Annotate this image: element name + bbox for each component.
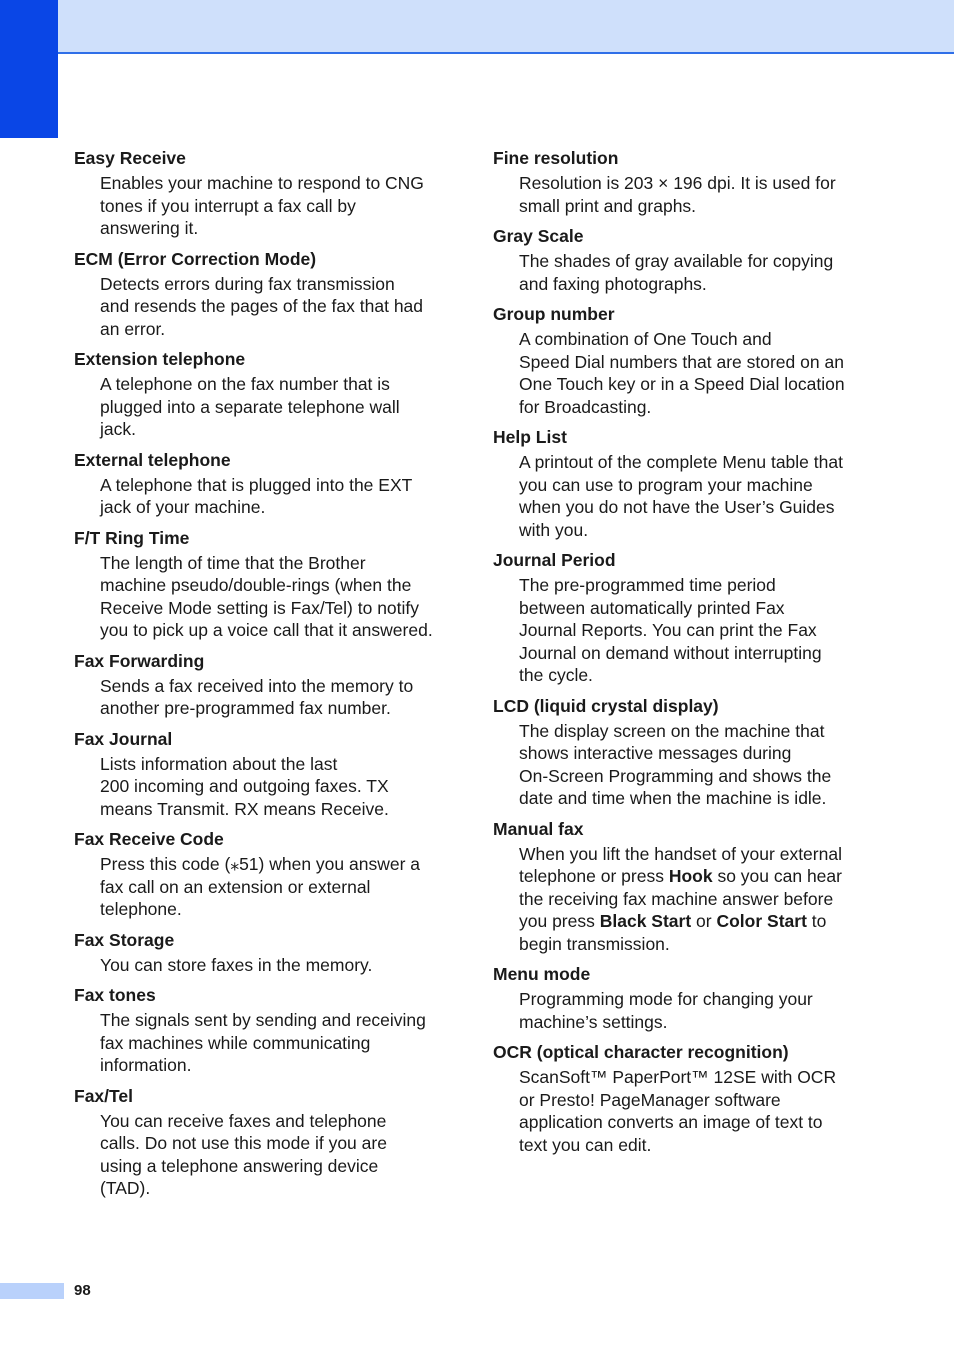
glossary-entry	[74, 650, 446, 720]
glossary-term: Journal Period	[493, 550, 616, 570]
glossary-definition: A combination of One Touch and Speed Dial numbers that are stored on an One Touch key or in a Speed Dial location for Broadcasting.	[519, 329, 845, 417]
glossary-definition: The length of time that the Brother machine pseudo/double-rings (when the Receive Mode setting is Fax/Tel) to notify you to pick up a voice call that it answered.	[100, 552, 433, 640]
glossary-entry	[493, 963, 865, 1033]
glossary-definition: You can store faxes in the memory.	[100, 954, 373, 975]
glossary-definition: A telephone on the fax number that is plugged into a separate telephone wall jack.	[100, 374, 400, 439]
glossary-entry	[493, 1041, 865, 1156]
glossary-definition: The shades of gray available for copying and faxing photographs.	[519, 251, 834, 294]
glossary-definition: Enables your machine to respond to CNG tones if you interrupt a fax call by answering it.	[100, 173, 424, 238]
glossary-term: Easy Receive	[74, 148, 186, 168]
glossary-entry	[74, 348, 446, 441]
glossary-definition: Press this code (⁎51) when you answer a fax call on an extension or external telephone.	[100, 854, 421, 919]
glossary-term: Fax tones	[74, 985, 156, 1005]
glossary-entry	[493, 549, 865, 687]
glossary-definition: Lists information about the last 200 incoming and outgoing faxes. TX means Transmit. RX means Receive.	[100, 753, 389, 819]
glossary-term: LCD (liquid crystal display)	[493, 695, 719, 716]
glossary-term: Fine resolution	[493, 148, 619, 168]
glossary-entry	[74, 929, 446, 977]
glossary-term: Group number	[493, 304, 615, 324]
glossary-term: External telephone	[74, 449, 231, 470]
glossary-term: OCR (optical character recognition)	[493, 1042, 789, 1062]
glossary-entry	[493, 225, 865, 295]
definition-text: so you can hear the receiving fax machine answer before you press	[519, 866, 842, 931]
glossary-definition: A printout of the complete Menu table that you can use to program your machine when you do not have the User’s Guides with you.	[519, 452, 843, 540]
glossary-term: Menu mode	[493, 964, 591, 984]
page-number: 98	[74, 1282, 91, 1299]
chapter-tab	[0, 0, 58, 138]
glossary-definition: Resolution is 203 × 196 dpi. It is used for small print and graphs.	[519, 173, 836, 216]
glossary-definition: Programming mode for changing your machine’s settings.	[519, 989, 813, 1032]
glossary-term: Help List	[493, 427, 567, 447]
glossary-left-column	[74, 147, 446, 1208]
glossary-entry	[493, 695, 865, 810]
definition-text: When you lift the handset of your external telephone or press	[519, 843, 842, 886]
glossary-term: Fax Receive Code	[74, 829, 224, 849]
color-start-key-label: Color Start	[716, 911, 807, 931]
glossary-term: Fax Forwarding	[74, 650, 205, 671]
glossary-definition: You can receive faxes and telephone calls. Do not use this mode if you are using a telephone answering device (TAD).	[100, 1110, 387, 1198]
footer-bar	[0, 1283, 64, 1299]
glossary-definition: Sends a fax received into the memory to another pre-programmed fax number.	[100, 675, 414, 718]
glossary-definition: The display screen on the machine that shows interactive messages during On-Screen Programming and shows the date and time when the machine is idle.	[519, 720, 832, 808]
glossary-entry	[74, 1085, 446, 1200]
glossary-entry	[74, 449, 446, 519]
glossary-term: Fax Journal	[74, 728, 173, 749]
header-band	[0, 0, 954, 54]
glossary-definition: The pre-programmed time period between automatically printed Fax Journal Reports. You can print the Fax Journal on demand without interrupting the cycle.	[519, 575, 822, 685]
glossary-term: Gray Scale	[493, 226, 584, 246]
glossary-term: ECM (Error Correction Mode)	[74, 248, 317, 269]
glossary-right-column	[493, 147, 865, 1164]
glossary-term: Extension telephone	[74, 349, 246, 369]
glossary-entry	[74, 984, 446, 1077]
glossary-definition: Detects errors during fax transmission and resends the pages of the fax that had an error.	[100, 273, 424, 339]
black-start-key-label: Black Start	[599, 911, 692, 931]
glossary-definition	[519, 843, 865, 956]
glossary-term: Fax Storage	[74, 929, 175, 950]
definition-text: or	[691, 911, 717, 931]
glossary-definition: The signals sent by sending and receiving fax machines while communicating information.	[100, 1010, 426, 1075]
glossary-entry	[74, 828, 446, 921]
hook-key-label: Hook	[668, 866, 713, 886]
glossary-entry	[493, 147, 865, 217]
glossary-entry	[74, 248, 446, 341]
glossary-entry	[74, 527, 446, 642]
glossary-entry	[493, 303, 865, 418]
glossary-term: Fax/Tel	[74, 1085, 134, 1106]
definition-text: to begin transmission.	[519, 911, 827, 954]
glossary-definition: ScanSoft™ PaperPort™ 12SE with OCR or Presto! PageManager software application converts an image of text to text you can edit.	[519, 1067, 837, 1155]
glossary-term: Manual fax	[493, 818, 584, 839]
glossary-entry	[493, 818, 865, 956]
glossary-entry	[74, 147, 446, 240]
glossary-entry	[74, 728, 446, 821]
glossary-definition: A telephone that is plugged into the EXT jack of your machine.	[100, 474, 413, 517]
glossary-entry	[493, 426, 865, 541]
glossary-term: F/T Ring Time	[74, 527, 190, 548]
